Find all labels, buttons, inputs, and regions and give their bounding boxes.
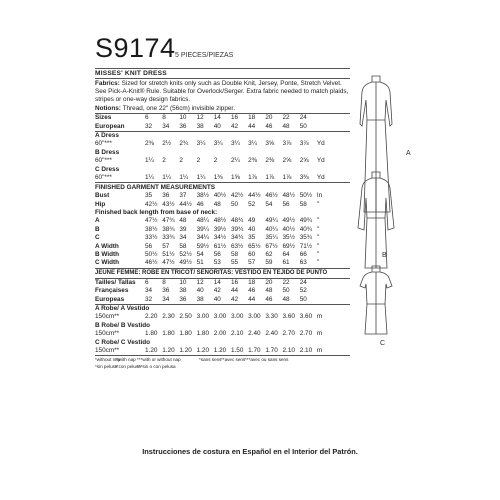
cell: 37 — [179, 192, 187, 200]
cell: 2⅜ — [248, 157, 258, 165]
yardage-table — [95, 132, 350, 182]
cell: 1.50 — [230, 346, 244, 354]
cell: 48½ — [282, 192, 295, 200]
cell: 58 — [299, 200, 307, 208]
cell: 18 — [248, 278, 256, 286]
cell: 42½ — [230, 192, 244, 200]
cell: 56 — [282, 200, 290, 208]
notions-label: Notions: — [95, 105, 121, 112]
footnotes — [95, 357, 350, 363]
fabric-width: 150cm** — [95, 346, 120, 354]
cell: 48¾ — [230, 217, 244, 225]
cell: 2.40 — [248, 330, 261, 338]
cell: 46 — [196, 200, 204, 208]
cell: 51 — [196, 259, 204, 267]
cell: 55 — [230, 259, 239, 267]
cell: 22 — [282, 114, 290, 122]
cell: 2 — [162, 157, 166, 165]
cell: 61½ — [213, 242, 227, 250]
cell: 3⅜ — [299, 173, 309, 181]
cell: 54 — [196, 251, 204, 259]
cell: 3.00 — [196, 313, 210, 321]
cell: 48 — [213, 200, 221, 208]
cell: 63 — [299, 259, 307, 267]
cell: 3.00 — [213, 313, 227, 321]
cell: 50 — [299, 295, 307, 303]
cell: 10 — [179, 278, 187, 286]
unit: " — [316, 200, 320, 208]
unit: " — [316, 225, 320, 233]
cell: 16 — [230, 278, 239, 286]
cell: 36 — [162, 192, 170, 200]
unit: " — [316, 259, 320, 267]
cell: 20 — [265, 114, 273, 122]
cell: 3.30 — [265, 313, 278, 321]
cell: 50 — [299, 122, 307, 130]
cell: 34 — [162, 122, 170, 130]
unit: m — [316, 313, 323, 321]
cell: 2.70 — [282, 330, 295, 338]
unit: " — [316, 242, 320, 250]
cell: 2⅝ — [282, 157, 292, 165]
cell: 44 — [248, 295, 256, 303]
metric-yardage-row — [95, 347, 350, 355]
cell: 1.20 — [162, 346, 175, 354]
cell: 10 — [179, 114, 187, 122]
yardage-row — [95, 140, 350, 148]
cell: 40½ — [282, 225, 295, 233]
cell: 39 — [179, 225, 187, 233]
view-title-row — [95, 165, 350, 173]
cell: 53 — [213, 259, 221, 267]
cell: 6 — [145, 278, 149, 286]
cell: 2⅜ — [145, 140, 154, 148]
fabric-width: 60"*** — [95, 140, 112, 148]
fabric-width: 150cm** — [95, 330, 120, 338]
cell: 34 — [145, 287, 153, 295]
cell: 50½ — [145, 251, 158, 259]
row-label: European — [95, 122, 125, 130]
cell: 52 — [299, 287, 307, 295]
fabrics-label: Fabrics: — [95, 80, 120, 87]
spanish-size-row — [95, 287, 350, 295]
cell: 47½ — [145, 217, 158, 225]
row-label: C Width — [95, 259, 120, 267]
cell: 1⅞ — [265, 173, 275, 181]
unit: m — [316, 346, 323, 354]
pieces-count: 5 PIECES/PIEZAS — [175, 52, 234, 59]
width-row — [95, 251, 350, 259]
cell: 14 — [213, 278, 221, 286]
cell: 35¼ — [265, 234, 278, 242]
cell: 48¼ — [196, 217, 210, 225]
cell: 46 — [248, 287, 256, 295]
cell: 69½ — [282, 242, 295, 250]
cell: 39½ — [213, 225, 227, 233]
cell: 2.40 — [265, 330, 278, 338]
view-title: A Robe/ A Vestido — [95, 305, 150, 312]
cell: 32 — [145, 122, 153, 130]
cell: 8 — [162, 278, 166, 286]
cell: 3.60 — [282, 313, 295, 321]
cell: 3⅞ — [282, 140, 292, 148]
cell: 34 — [162, 295, 170, 303]
cell: 2.10 — [230, 330, 244, 338]
cell: 2⅜ — [265, 157, 275, 165]
cell: 1¼ — [145, 173, 154, 181]
view-a-label: A — [406, 150, 411, 157]
cell: 38½ — [145, 225, 158, 233]
footnote: ***avec ou sans sens — [245, 357, 289, 363]
width-row — [95, 242, 350, 250]
cell: 2 — [213, 157, 218, 165]
view-title-row — [95, 149, 350, 157]
spanish-size-row — [95, 279, 350, 287]
cell: 2.70 — [299, 330, 313, 338]
view-title: B Robe/ B Vestido — [95, 321, 151, 329]
cell: 66 — [299, 251, 307, 259]
cell: 35½ — [282, 234, 295, 242]
cell: 60 — [248, 251, 256, 259]
cell: 58 — [230, 251, 239, 259]
row-label: Bust — [95, 192, 110, 200]
cell: 42 — [230, 122, 239, 130]
footnote: **with nap — [115, 357, 136, 363]
cell: 12 — [196, 114, 204, 122]
cell: 3.00 — [230, 313, 244, 321]
cell: 44½ — [248, 192, 261, 200]
width-row — [95, 259, 350, 267]
footnote: *sans sens — [199, 357, 222, 363]
fabric-width: 60"*** — [95, 173, 112, 181]
cell: 35 — [145, 192, 153, 200]
cell: 2.00 — [213, 330, 227, 338]
cell: 46½ — [145, 259, 158, 267]
cell: 48 — [179, 217, 187, 225]
footnote: **avec sens — [221, 357, 246, 363]
cell: 1.70 — [265, 346, 278, 354]
cell: 44 — [230, 287, 239, 295]
metric-yardage-row — [95, 330, 350, 338]
cell: 40 — [248, 225, 256, 233]
cell: 3.60 — [299, 313, 313, 321]
cell: 3¼ — [213, 140, 223, 148]
spanish-yardage-table — [95, 305, 350, 355]
cell: 1.70 — [248, 346, 261, 354]
cell: 2.10 — [299, 346, 313, 354]
row-label: C — [95, 234, 100, 242]
row-label: Françaises — [95, 287, 129, 295]
cell: 38 — [196, 122, 204, 130]
cell: 32 — [145, 295, 153, 303]
cell: 46½ — [265, 192, 278, 200]
cell: 8 — [162, 114, 166, 122]
cell: 42½ — [145, 200, 158, 208]
cell: 36 — [179, 122, 187, 130]
cell: 59½ — [196, 242, 210, 250]
cell: 1.20 — [213, 346, 227, 354]
spanish-title: JEUNE FEMME: ROBE EN TRICOT/ SENORITAS: VESTIDO EN TEJIDO DE PUNTO — [95, 269, 328, 276]
cell: 36 — [162, 287, 170, 295]
cell: 42 — [213, 287, 221, 295]
cell: 3¼ — [230, 140, 240, 148]
view-title-row — [95, 338, 350, 346]
cell: 47½ — [162, 259, 175, 267]
cell: 71½ — [299, 242, 313, 250]
footnote: **con pelusa — [115, 364, 141, 370]
cell: 6 — [145, 114, 149, 122]
cell: 36 — [179, 295, 187, 303]
cell: 48 — [282, 122, 290, 130]
cell: 34 — [179, 234, 187, 242]
cell: 56 — [145, 242, 153, 250]
row-label: Tailles/ Tallas — [95, 278, 136, 286]
cell: 38¾ — [162, 225, 175, 233]
cell: 38 — [196, 295, 204, 303]
cell: 34¼ — [196, 234, 210, 242]
cell: 16 — [230, 114, 239, 122]
view-title-row — [95, 132, 350, 140]
cell: 1¼ — [196, 173, 206, 181]
cell: 1⅝ — [230, 173, 240, 181]
cell: 3⅞ — [299, 140, 309, 148]
garment-title: MISSES' KNIT DRESS — [95, 70, 167, 77]
cell: 3.00 — [248, 313, 261, 321]
cell: 33¾ — [162, 234, 175, 242]
cell: 24 — [299, 278, 307, 286]
cell: 1.20 — [145, 346, 158, 354]
finished-row — [95, 192, 350, 200]
cell: 46 — [265, 295, 273, 303]
european-row — [95, 122, 350, 130]
unit: " — [316, 217, 320, 225]
cell: 34½ — [213, 234, 227, 242]
row-label: Hip — [95, 200, 106, 208]
cell: 1.80 — [162, 330, 175, 338]
cell: 50½ — [299, 192, 313, 200]
view-title: B Dress — [95, 148, 120, 156]
cell: 1⅜ — [213, 173, 223, 181]
cell: 56 — [213, 251, 221, 259]
finished-row — [95, 201, 350, 209]
cell: 39¾ — [230, 225, 244, 233]
cell: 12 — [196, 278, 204, 286]
cell: 63½ — [230, 242, 244, 250]
cell: 52½ — [179, 251, 192, 259]
cell: 38½ — [196, 192, 210, 200]
cell: 49½ — [282, 217, 295, 225]
view-c-dress-sketch — [352, 262, 400, 342]
spanish-size-row — [95, 295, 350, 303]
spanish-instructions-note: Instrucciones de costura en Español en el Interior del Patrón. — [142, 447, 358, 456]
back-length-title: Finished back length from base of neck: — [95, 209, 218, 217]
divider — [95, 68, 350, 69]
view-title: C Dress — [95, 165, 120, 173]
row-label: Sizes — [95, 114, 112, 122]
specs-column — [95, 68, 350, 370]
cell: 2.50 — [179, 313, 192, 321]
view-b-label: B — [382, 252, 387, 259]
cell: 38 — [179, 287, 187, 295]
cell: 47¾ — [162, 217, 175, 225]
yardage-row — [95, 157, 350, 165]
back-length-row — [95, 226, 350, 234]
cell: 44 — [248, 122, 256, 130]
cell: 2 — [196, 157, 201, 165]
cell: 57 — [162, 242, 170, 250]
cell: 2 — [179, 157, 183, 165]
cell: 1¼ — [179, 173, 189, 181]
footnote: ***with or without nap — [137, 357, 181, 363]
cell: 3⅝ — [265, 140, 275, 148]
cell: 2¾ — [179, 140, 189, 148]
cell: 39¼ — [196, 225, 210, 233]
unit: Yd — [316, 173, 325, 181]
row-label: B — [95, 225, 100, 233]
cell: 1¼ — [145, 157, 154, 165]
cell: 2⅝ — [299, 157, 309, 165]
finished-title: FINISHED GARMENT MEASUREMENTS — [95, 184, 216, 192]
cell: 2¼ — [230, 157, 240, 165]
cell: 40¾ — [299, 225, 313, 233]
cell: 58 — [179, 242, 187, 250]
view-title: A Dress — [95, 131, 119, 139]
cell: 48 — [282, 295, 290, 303]
cell: 50 — [230, 200, 239, 208]
notions-paragraph — [95, 105, 350, 113]
spanish-sizes-table — [95, 279, 350, 304]
cell: 51½ — [162, 251, 175, 259]
row-label: A — [95, 217, 100, 225]
divider — [95, 78, 350, 79]
finished-table — [95, 192, 350, 268]
yardage-row — [95, 174, 350, 182]
cell: 18 — [248, 114, 256, 122]
cell: 40¼ — [265, 225, 278, 233]
fabrics-text: Sized for stretch knits only such as Double Knit, Jersey, Ponte, Stretch Velvet. See Pick-A-Knit® Rule. Suitable for Overlock/Serger. Extra fabric needed to match plaids, stripes or one-way design fabrics. — [95, 80, 349, 103]
cell: 3¼ — [248, 140, 258, 148]
cell: 2.30 — [162, 313, 175, 321]
footnote: *without nap — [95, 357, 121, 363]
cell: 1.80 — [196, 330, 210, 338]
fabric-width: 150cm** — [95, 313, 120, 321]
cell: 33½ — [145, 234, 158, 242]
cell: 1⅞ — [282, 173, 292, 181]
cell: 2.10 — [282, 346, 295, 354]
cell: 43½ — [162, 200, 175, 208]
row-label: A Width — [95, 242, 119, 250]
sizes-row — [95, 114, 350, 122]
cell: 1¼ — [162, 173, 172, 181]
unit: Yd — [316, 140, 325, 148]
footnote: *sin pelusa — [95, 364, 118, 370]
cell: 48 — [265, 287, 273, 295]
cell: 49¾ — [299, 217, 313, 225]
cell: 59 — [265, 259, 273, 267]
footnotes — [95, 364, 350, 370]
unit: m — [316, 330, 323, 338]
view-c-label: C — [380, 340, 386, 347]
cell: 61 — [282, 259, 290, 267]
view-title-row — [95, 305, 350, 313]
cell: 52 — [248, 200, 256, 208]
cell: 35 — [248, 234, 256, 242]
cell: 1.80 — [145, 330, 158, 338]
metric-yardage-row — [95, 313, 350, 321]
row-label: Europeas — [95, 295, 125, 303]
cell: 2.20 — [145, 313, 158, 321]
view-title-row — [95, 322, 350, 330]
cell: 50 — [282, 287, 290, 295]
cell: 20 — [265, 278, 273, 286]
cell: 54 — [265, 200, 273, 208]
cell: 62 — [265, 251, 273, 259]
cell: 3¼ — [196, 140, 206, 148]
cell: 1.80 — [179, 330, 192, 338]
back-length-row — [95, 234, 350, 242]
cell: 42 — [230, 295, 239, 303]
unit: In — [316, 192, 323, 200]
cell: 24 — [299, 114, 307, 122]
cell: 64 — [282, 251, 290, 259]
unit: " — [316, 234, 320, 242]
cell: 57 — [248, 259, 256, 267]
notions-text: Thread, one 22" (56cm) invisible zipper. — [122, 105, 235, 112]
footnote: ***sin o con pelusa — [137, 364, 176, 370]
cell: 40½ — [213, 192, 227, 200]
divider — [95, 355, 350, 356]
cell: 46 — [265, 122, 273, 130]
unit: Yd — [316, 157, 325, 165]
cell: 22 — [282, 278, 290, 286]
row-label: B Width — [95, 251, 120, 259]
cell: 40 — [213, 295, 221, 303]
cell: 49 — [248, 217, 256, 225]
cell: 48½ — [213, 217, 227, 225]
cell: 49½ — [179, 259, 192, 267]
cell: 65½ — [248, 242, 261, 250]
cell: 40 — [213, 122, 221, 130]
cell: 1.20 — [196, 346, 210, 354]
back-length-row — [95, 217, 350, 225]
cell: 14 — [213, 114, 221, 122]
fabric-width: 60"*** — [95, 157, 112, 165]
cell: 40 — [196, 287, 204, 295]
cell: 35¾ — [299, 234, 313, 242]
unit: " — [316, 251, 320, 259]
cell: 34¾ — [230, 234, 244, 242]
fabrics-paragraph — [95, 80, 350, 104]
cell: 1.20 — [179, 346, 192, 354]
cell: 67½ — [265, 242, 278, 250]
cell: 2½ — [162, 140, 172, 148]
cell: 1⅞ — [248, 173, 258, 181]
cell: 44½ — [179, 200, 192, 208]
pattern-number: S9174 — [95, 33, 176, 63]
cell: 49¼ — [265, 217, 278, 225]
view-title: C Robe/ C Vestido — [95, 338, 151, 346]
